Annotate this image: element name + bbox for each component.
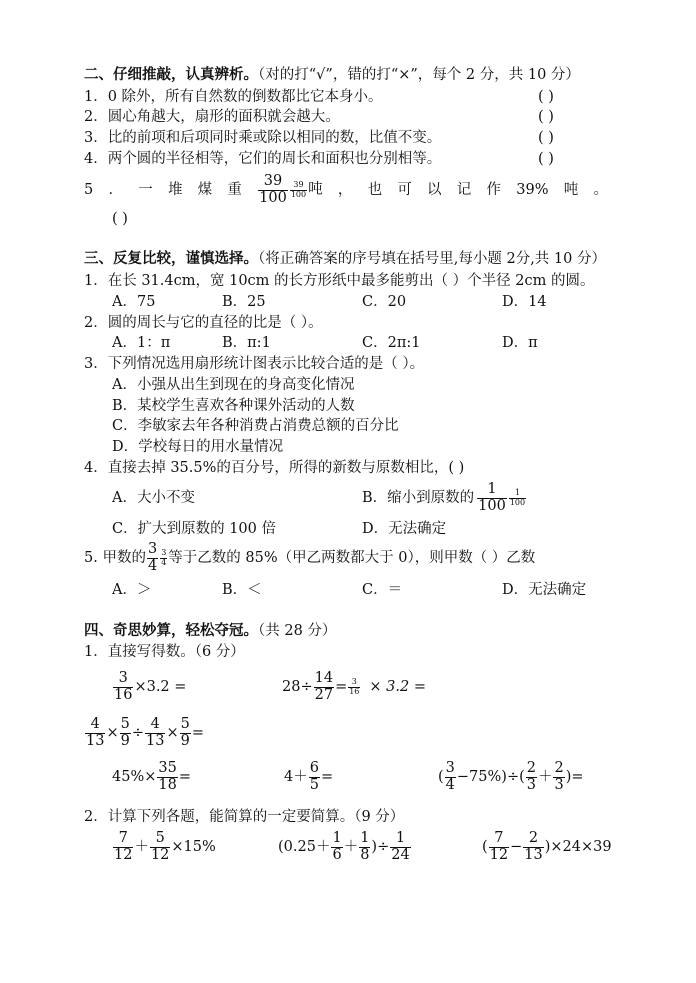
fraction bbox=[150, 831, 170, 862]
s3-q5-option-a: A．＞ bbox=[112, 582, 152, 598]
s2-answer-blank-3[interactable]: ( ) bbox=[538, 130, 554, 146]
option-text: B．缩小到原数的 bbox=[362, 490, 475, 506]
s3-q1-option-b: B．25 bbox=[222, 294, 266, 310]
expr-text: 45%× bbox=[112, 769, 157, 785]
numerator: 5 bbox=[180, 716, 190, 733]
denominator: 12 bbox=[150, 846, 170, 863]
calc-2 bbox=[278, 827, 412, 867]
numerator: 1 bbox=[487, 481, 497, 498]
s3-q2-option-a: A．1：π bbox=[112, 335, 171, 351]
s3-q1-option-a: A．75 bbox=[112, 294, 156, 310]
section-4-heading bbox=[84, 622, 336, 640]
denominator: 100 bbox=[509, 497, 526, 507]
s3-question-2: 2．圆的周长与它的直径的比是（ ）。 bbox=[84, 315, 323, 331]
numerator: 2 bbox=[528, 830, 539, 847]
numerator: 3 bbox=[118, 670, 128, 687]
denominator: 100 bbox=[478, 497, 506, 514]
numerator: 3 bbox=[147, 541, 158, 558]
section-2-heading bbox=[84, 66, 580, 84]
s2-item-5-char: 煤 bbox=[197, 182, 213, 198]
s2-item-5 bbox=[84, 172, 608, 208]
numerator: 39 bbox=[293, 180, 304, 190]
s3-q5-option-c: C．＝ bbox=[362, 582, 403, 598]
numerator: 4 bbox=[150, 716, 160, 733]
numerator: 39 bbox=[263, 173, 283, 190]
denominator: 100 bbox=[259, 189, 287, 206]
expr-text: ＋ bbox=[343, 839, 359, 855]
section-4-title: 四、奇思妙算，轻松夺冠。 bbox=[84, 622, 258, 639]
s2-item-3: 3．比的前项和后项同时乘或除以相同的数，比值不变。 bbox=[84, 130, 442, 146]
s4-part-1: 1．直接写得数。（6 分） bbox=[84, 644, 245, 660]
denominator: 3 bbox=[526, 776, 536, 793]
denominator: 100 bbox=[290, 189, 307, 199]
expr-text: ＋ bbox=[537, 769, 553, 785]
s2-item-5-char: 堆 bbox=[167, 182, 183, 198]
denominator: 8 bbox=[360, 846, 370, 863]
numerator: 1 bbox=[360, 830, 370, 847]
section-3-title: 三、反复比较，谨慎选择。 bbox=[84, 250, 258, 267]
numerator: 2 bbox=[526, 760, 536, 777]
expr-6 bbox=[438, 758, 584, 796]
expr-text: − bbox=[510, 839, 523, 855]
expr-2 bbox=[282, 668, 426, 706]
denominator: 12 bbox=[114, 846, 133, 863]
s3-q1-option-c: C．20 bbox=[362, 294, 407, 310]
numerator: 2 bbox=[554, 760, 564, 777]
section-2-title: 二、仔细推敲，认真辨析。 bbox=[84, 66, 258, 83]
question-text: 等于乙数的 85%（甲乙两数都大于 0），则甲数（ ）乙数 bbox=[168, 550, 536, 566]
s3-question-5 bbox=[84, 540, 535, 576]
calc-3 bbox=[482, 827, 612, 867]
denominator: 9 bbox=[120, 732, 130, 749]
fraction bbox=[477, 482, 507, 513]
calc-1 bbox=[112, 827, 216, 867]
s2-item-5-char: 一 bbox=[138, 182, 153, 198]
expr-text: )×24×39 bbox=[544, 839, 612, 855]
fraction bbox=[120, 717, 131, 748]
denominator: 27 bbox=[314, 686, 334, 703]
s2-item-4: 4．两个圆的半径相等，它们的周长和面积也分别相等。 bbox=[84, 151, 442, 167]
expr-text: ＋ bbox=[134, 839, 149, 855]
s2-answer-blank-5[interactable]: ( ) bbox=[112, 211, 128, 227]
fraction bbox=[526, 761, 537, 792]
numerator: 7 bbox=[494, 830, 504, 847]
s3-q5-option-b: B．＜ bbox=[222, 582, 262, 598]
expr-text: )÷ bbox=[371, 839, 390, 855]
s2-item-5-char: 吨 bbox=[563, 182, 579, 198]
numerator: 5 bbox=[120, 716, 130, 733]
question-text: 5. 甲数的 bbox=[84, 550, 146, 566]
numerator: 3 bbox=[445, 760, 455, 777]
denominator: 16 bbox=[114, 686, 133, 703]
s2-answer-blank-1[interactable]: ( ) bbox=[538, 89, 554, 105]
denominator: 4 bbox=[445, 776, 455, 793]
s3-q3-option-d: D．学校每日的用水量情况 bbox=[112, 439, 284, 455]
fraction bbox=[553, 761, 564, 792]
expr-text: )= bbox=[565, 769, 584, 785]
expr-1 bbox=[112, 668, 186, 706]
fraction bbox=[489, 831, 509, 862]
s2-item-2: 2．圆心角越大，扇形的面积就会越大。 bbox=[84, 109, 340, 125]
s2-answer-blank-4[interactable]: ( ) bbox=[538, 151, 554, 167]
s3-q4-option-d: D．无法确定 bbox=[362, 521, 447, 537]
expr-4 bbox=[112, 758, 191, 796]
s2-answer-blank-2[interactable]: ( ) bbox=[538, 109, 554, 125]
denominator: 13 bbox=[146, 732, 165, 749]
denominator: 13 bbox=[86, 732, 105, 749]
s3-q4-option-c: C．扩大到原数的 100 倍 bbox=[112, 521, 276, 537]
s2-item-5-char: 5 bbox=[84, 182, 94, 198]
expr-text: 4＋ bbox=[284, 769, 308, 785]
s2-item-5-char: 记 bbox=[456, 182, 472, 198]
s3-q3-option-b: B．某校学生喜欢各种课外活动的人数 bbox=[112, 398, 355, 414]
fraction bbox=[314, 671, 334, 702]
numerator: 3 bbox=[351, 677, 357, 687]
s3-q2-option-d: D．π bbox=[502, 335, 538, 351]
numerator: 1 bbox=[514, 488, 521, 498]
denominator: 12 bbox=[489, 846, 509, 863]
fraction bbox=[85, 717, 105, 748]
numerator: 4 bbox=[90, 716, 100, 733]
fraction bbox=[147, 542, 158, 573]
s2-item-5-char: 吨 bbox=[308, 182, 323, 198]
denominator: 5 bbox=[309, 776, 319, 793]
numerator: 14 bbox=[314, 670, 334, 687]
fraction-small bbox=[348, 678, 360, 696]
fraction bbox=[359, 831, 370, 862]
numerator: 7 bbox=[118, 830, 128, 847]
numerator: 3 bbox=[161, 548, 167, 558]
section-2-note: （对的打“√”，错的打“×”，每个 2 分，共 10 分） bbox=[258, 67, 580, 83]
denominator: 9 bbox=[180, 732, 190, 749]
s2-item-5-char: 也 bbox=[367, 182, 383, 198]
s2-item-5-char: 39% bbox=[516, 182, 549, 198]
s2-item-5-char: 。 bbox=[593, 182, 608, 198]
expr-text: ×3.2 = bbox=[134, 679, 187, 695]
fraction bbox=[309, 761, 320, 792]
fraction bbox=[157, 761, 177, 792]
fraction bbox=[113, 671, 133, 702]
fraction bbox=[145, 717, 165, 748]
s3-q4-option-b bbox=[362, 480, 527, 516]
expr-text: = bbox=[335, 679, 348, 695]
fraction-small bbox=[509, 489, 526, 507]
s2-item-5-char: 重 bbox=[227, 182, 242, 198]
fraction bbox=[258, 174, 288, 205]
s4-part-2: 2．计算下列各题，能简算的一定要简算。（9 分） bbox=[84, 809, 405, 825]
section-4-note: （共 28 分） bbox=[258, 623, 337, 639]
expr-3 bbox=[84, 714, 204, 752]
s3-q1-option-d: D．14 bbox=[502, 294, 547, 310]
s3-q5-option-d: D．无法确定 bbox=[502, 582, 587, 598]
expr-text: (0.25＋ bbox=[278, 839, 331, 855]
expr-text: ( bbox=[482, 839, 488, 855]
denominator: 3 bbox=[554, 776, 564, 793]
expr-text: ( bbox=[438, 769, 444, 785]
expr-text: = bbox=[191, 725, 204, 741]
fraction bbox=[113, 831, 133, 862]
fraction bbox=[523, 831, 543, 862]
numerator: 1 bbox=[332, 830, 342, 847]
s2-item-5-weight bbox=[257, 174, 322, 205]
expr-text: × bbox=[166, 725, 179, 741]
expr-text: = bbox=[178, 769, 191, 785]
denominator: 6 bbox=[332, 846, 342, 863]
fraction bbox=[180, 717, 191, 748]
s3-q4-option-a: A．大小不变 bbox=[112, 490, 195, 506]
fraction-small bbox=[160, 549, 167, 567]
s3-question-3: 3．下列情况选用扇形统计图表示比较合适的是（ ）。 bbox=[84, 356, 425, 372]
expr-text: = bbox=[320, 769, 334, 785]
expr-text: × bbox=[106, 725, 119, 741]
s3-q2-option-c: C．2π:1 bbox=[362, 335, 421, 351]
expr-text: 28÷ bbox=[282, 679, 313, 695]
section-3-note: （将正确答案的序号填在括号里,每小题 2分,共 10 分） bbox=[258, 251, 606, 267]
fraction bbox=[390, 831, 410, 862]
numerator: 35 bbox=[158, 760, 177, 777]
denominator: 4 bbox=[147, 557, 158, 574]
denominator: 13 bbox=[524, 846, 543, 863]
s2-item-5-char: 可 bbox=[397, 182, 412, 198]
denominator: 16 bbox=[349, 686, 360, 696]
expr-text: × 3.2 = bbox=[369, 679, 426, 695]
s3-question-1: 1．在长 31.4cm，宽 10cm 的长方形纸中最多能剪出（ ）个半径 2cm 的圆。 bbox=[84, 273, 595, 289]
numerator: 1 bbox=[395, 830, 406, 847]
fraction bbox=[445, 761, 456, 792]
fraction-small bbox=[290, 181, 307, 199]
fraction bbox=[331, 831, 342, 862]
s3-q3-option-a: A．小强从出生到现在的身高变化情况 bbox=[112, 377, 355, 393]
s2-item-5-char: ． bbox=[108, 182, 123, 198]
expr-text: −75%)÷( bbox=[456, 769, 525, 785]
s2-item-5-char: 以 bbox=[427, 182, 442, 198]
s2-item-5-char: ， bbox=[337, 182, 353, 198]
s3-q3-option-c: C．李敏家去年各种消费占消费总额的百分比 bbox=[112, 418, 399, 434]
denominator: 18 bbox=[158, 776, 177, 793]
expr-text: ÷ bbox=[131, 725, 144, 741]
s3-question-4: 4．直接去掉 35.5%的百分号，所得的新数与原数相比，( ) bbox=[84, 460, 465, 476]
expr-5 bbox=[284, 758, 333, 796]
denominator: 24 bbox=[391, 846, 410, 863]
section-3-heading bbox=[84, 250, 606, 268]
s3-q2-option-b: B．π:1 bbox=[222, 335, 271, 351]
s2-item-5-char: 作 bbox=[486, 182, 502, 198]
denominator: 4 bbox=[161, 557, 167, 567]
numerator: 5 bbox=[155, 830, 165, 847]
expr-text: ×15% bbox=[171, 839, 216, 855]
s2-item-1: 1．0 除外，所有自然数的倒数都比它本身小。 bbox=[84, 89, 383, 105]
numerator: 6 bbox=[309, 760, 319, 777]
